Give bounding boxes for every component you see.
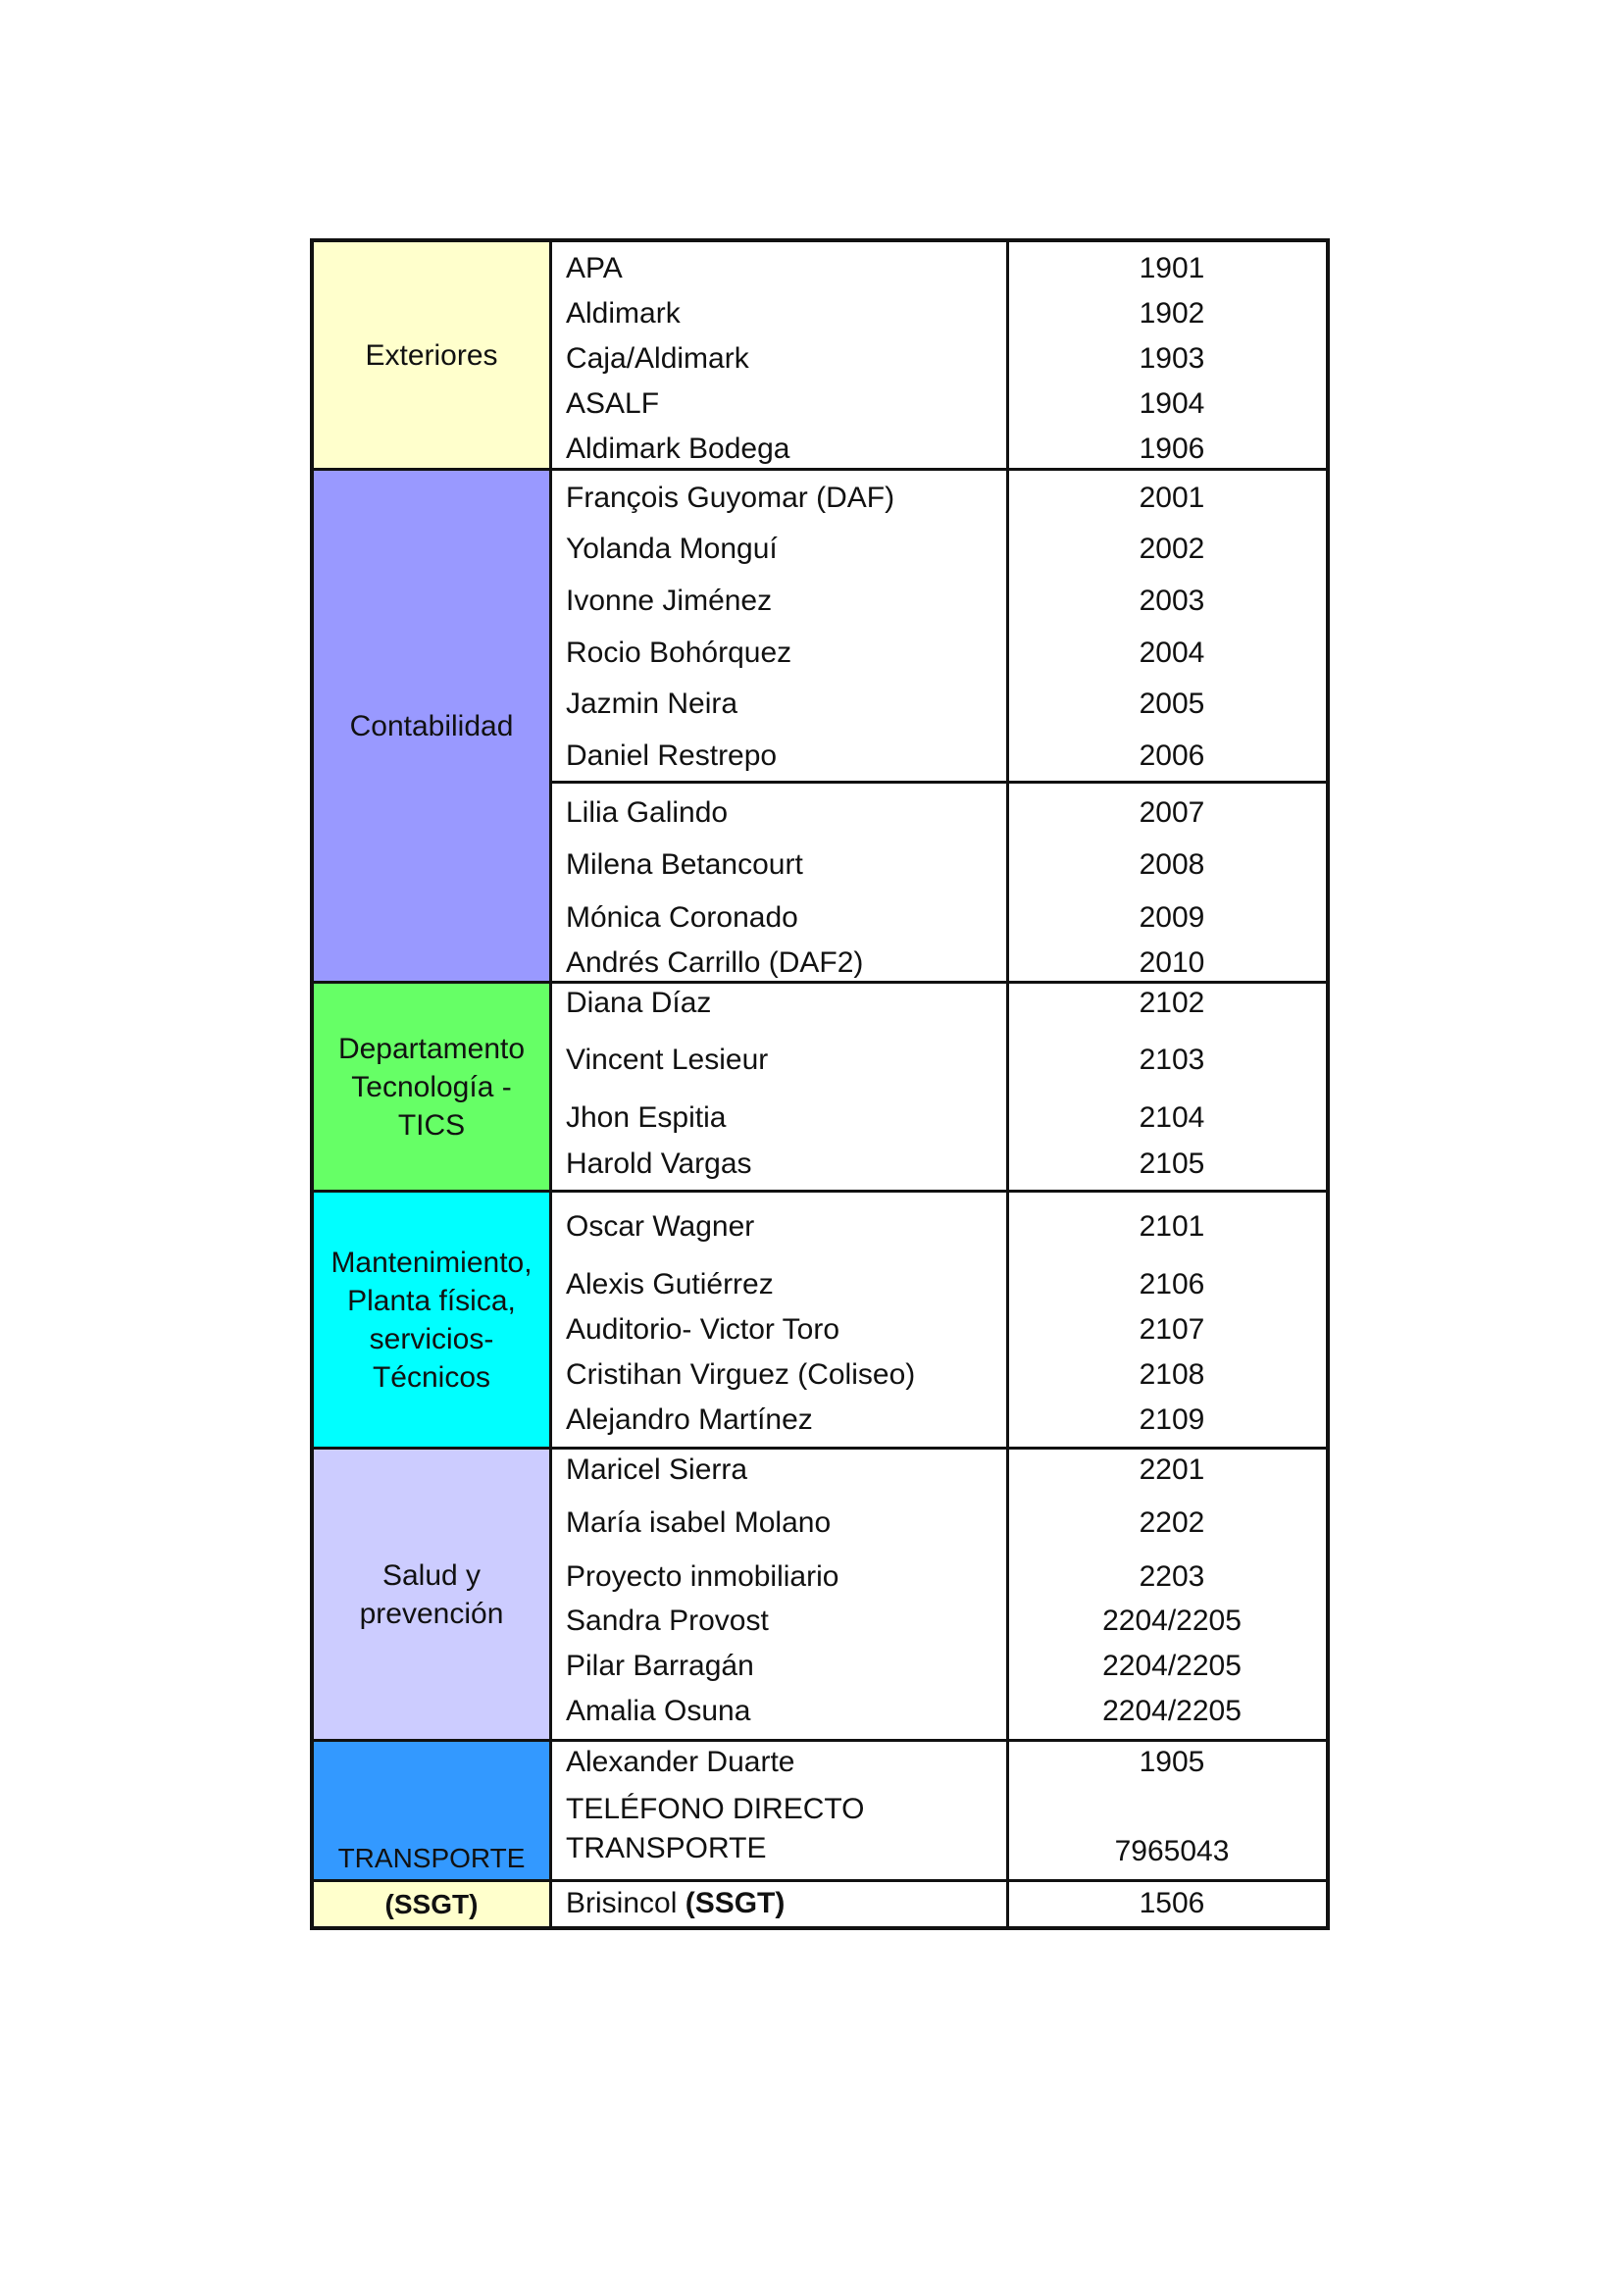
department-label: Mantenimiento, Planta física, servicios- Técnicos bbox=[314, 1193, 552, 1447]
contact-name: Auditorio- Victor Toro bbox=[566, 1313, 840, 1346]
contact-name: APA bbox=[566, 252, 623, 284]
contact-name: TELÉFONO DIRECTO TRANSPORTE bbox=[566, 1793, 865, 1864]
contact-name: Daniel Restrepo bbox=[566, 739, 778, 772]
section-salud bbox=[310, 1450, 1330, 1742]
extension-number: 2109 bbox=[1139, 1403, 1205, 1436]
extension-number: 1901 bbox=[1139, 252, 1205, 284]
extension-number: 2104 bbox=[1139, 1101, 1205, 1134]
contact-name: Amalia Osuna bbox=[566, 1695, 751, 1727]
extension-number: 2106 bbox=[1139, 1268, 1205, 1300]
contact-name: Cristihan Virguez (Coliseo) bbox=[566, 1358, 916, 1391]
contact-name: Vincent Lesieur bbox=[566, 1044, 769, 1076]
section-transporte bbox=[310, 1742, 1330, 1882]
section-mantenimiento bbox=[310, 1193, 1330, 1450]
extension-number: 2002 bbox=[1139, 533, 1205, 565]
contact-name: Lilia Galindo bbox=[566, 796, 729, 829]
extension-number: 1904 bbox=[1139, 387, 1205, 420]
extension-number: 1506 bbox=[1139, 1887, 1205, 1919]
extension-number: 1906 bbox=[1139, 433, 1205, 465]
contact-name: Oscar Wagner bbox=[566, 1210, 755, 1243]
contact-name: Jhon Espitia bbox=[566, 1101, 727, 1134]
contact-name: Ivonne Jiménez bbox=[566, 585, 773, 617]
contact-name: Aldimark bbox=[566, 297, 681, 330]
department-label: Contabilidad bbox=[314, 471, 552, 981]
department-label: TRANSPORTE bbox=[314, 1742, 552, 1879]
extension-number: 2006 bbox=[1139, 739, 1205, 772]
contact-name: Rocio Bohórquez bbox=[566, 637, 792, 669]
extension-number: 2001 bbox=[1139, 482, 1205, 514]
department-label: Departamento Tecnología - TICS bbox=[314, 984, 552, 1190]
contact-name: Proyecto inmobiliario bbox=[566, 1560, 839, 1593]
extension-number: 2105 bbox=[1139, 1147, 1205, 1180]
extension-number: 7965043 bbox=[1114, 1835, 1230, 1867]
contact-name: Pilar Barragán bbox=[566, 1650, 754, 1682]
extension-number: 2008 bbox=[1139, 848, 1205, 881]
contact-name: Andrés Carrillo (DAF2) bbox=[566, 946, 864, 979]
contact-name: Yolanda Monguí bbox=[566, 533, 778, 565]
extension-number: 2009 bbox=[1139, 901, 1205, 934]
contact-name: Harold Vargas bbox=[566, 1147, 752, 1180]
extension-number: 2203 bbox=[1139, 1560, 1205, 1593]
contact-name: Maricel Sierra bbox=[566, 1453, 748, 1486]
extension-number: 2107 bbox=[1139, 1313, 1205, 1346]
table-row bbox=[314, 1790, 1326, 1874]
extension-number: 2201 bbox=[1139, 1453, 1205, 1486]
section-tecnologia bbox=[310, 984, 1330, 1193]
contact-name: María isabel Molano bbox=[566, 1506, 832, 1539]
contact-name: Alexis Gutiérrez bbox=[566, 1268, 774, 1300]
department-label: Exteriores bbox=[314, 242, 552, 468]
extension-number: 2202 bbox=[1139, 1506, 1205, 1539]
contact-name: François Guyomar (DAF) bbox=[566, 482, 895, 514]
contact-name: Alejandro Martínez bbox=[566, 1403, 813, 1436]
contact-name: Brisincol (SSGT) bbox=[566, 1887, 786, 1919]
department-label: (SSGT) bbox=[314, 1882, 552, 1926]
section-ssgt bbox=[310, 1882, 1330, 1930]
contact-name: Sandra Provost bbox=[566, 1605, 769, 1637]
extension-number: 2102 bbox=[1139, 987, 1205, 1019]
extension-number: 2004 bbox=[1139, 637, 1205, 669]
extension-number: 2204/2205 bbox=[1102, 1695, 1242, 1727]
contact-name: Aldimark Bodega bbox=[566, 433, 790, 465]
contact-name: Caja/Aldimark bbox=[566, 342, 749, 375]
extension-number: 2204/2205 bbox=[1102, 1605, 1242, 1637]
contact-name: Diana Díaz bbox=[566, 987, 712, 1019]
extension-number: 2005 bbox=[1139, 688, 1205, 720]
extension-number: 2007 bbox=[1139, 796, 1205, 829]
contact-name: Alexander Duarte bbox=[566, 1746, 795, 1778]
extension-number: 2010 bbox=[1139, 946, 1205, 979]
contact-name: ASALF bbox=[566, 387, 660, 420]
section-contabilidad bbox=[310, 471, 1330, 984]
contact-name: Milena Betancourt bbox=[566, 848, 803, 881]
contact-name: Mónica Coronado bbox=[566, 901, 798, 934]
extension-number: 2003 bbox=[1139, 585, 1205, 617]
extension-number: 1903 bbox=[1139, 342, 1205, 375]
extension-number: 2101 bbox=[1139, 1210, 1205, 1243]
extension-number: 1902 bbox=[1139, 297, 1205, 330]
extension-number: 2108 bbox=[1139, 1358, 1205, 1391]
contact-name: Jazmin Neira bbox=[566, 688, 738, 720]
extension-number: 1905 bbox=[1139, 1746, 1205, 1778]
extension-number: 2103 bbox=[1139, 1044, 1205, 1076]
extension-number: 2204/2205 bbox=[1102, 1650, 1242, 1682]
section-exteriores bbox=[310, 238, 1330, 471]
department-label: Salud y prevención bbox=[314, 1450, 552, 1739]
